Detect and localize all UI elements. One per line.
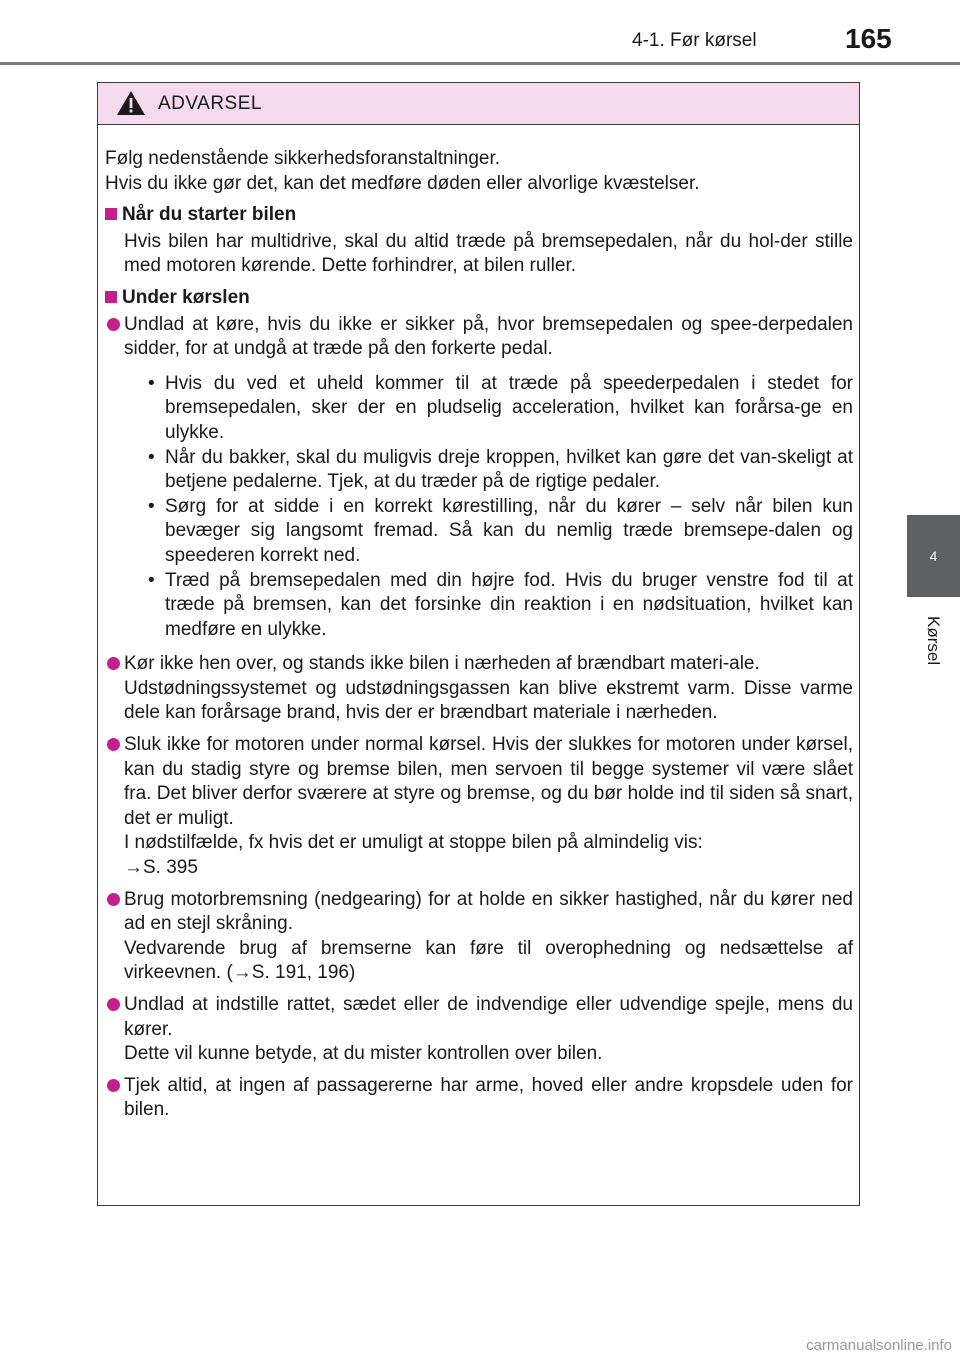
sub-item xyxy=(143,446,853,495)
section-title: 4-1. Før kørsel xyxy=(632,30,757,51)
watermark: carmanualsonline.info xyxy=(806,1337,952,1354)
sub-item xyxy=(143,569,853,643)
bullet-text: Dette vil kunne betyde, at du mister kontrollen over bilen. xyxy=(124,1043,603,1065)
round-bullet-icon xyxy=(105,652,124,726)
section-heading xyxy=(105,203,853,228)
bullet-item xyxy=(105,888,853,986)
sub-item xyxy=(143,495,853,569)
section-heading-text: Under kørslen xyxy=(122,286,250,308)
bullet-text: Undlad at indstille rattet, sædet eller de indvendige eller udvendige spejle, mens du kører. xyxy=(124,994,853,1040)
warning-triangle-icon xyxy=(116,90,146,116)
bullet-item xyxy=(105,1074,853,1123)
bullet-text: Kør ikke hen over, og stands ikke bilen i nærheden af brændbart materi-ale. xyxy=(124,653,760,675)
bullet-item xyxy=(105,652,853,726)
chapter-tab[interactable] xyxy=(907,515,960,597)
sub-bullet-icon: • xyxy=(148,495,155,517)
bullet-text: Udstødningssystemet og udstødningsgassen kan blive ekstremt varm. Disse varme dele kan forårsage brand, hvis der er brændbart materiale i nærheden. xyxy=(124,677,853,724)
intro-line: Hvis du ikke gør det, kan det medføre døden eller alvorlige kvæstelser. xyxy=(105,172,700,194)
round-bullet-icon xyxy=(105,993,124,1067)
section-heading-text: Når du starter bilen xyxy=(122,204,297,226)
header-rule xyxy=(0,62,960,65)
warning-box xyxy=(97,82,860,1206)
bullet-text: Brug motorbremsning (nedgearing) for at holde en sikker hastighed, når du kører ned ad en stejl skråning. xyxy=(124,888,853,935)
section-heading xyxy=(105,286,853,311)
bullet-text: Sluk ikke for motoren under normal kørsel. Hvis der slukkes for motoren under kørsel, kan du stadig styre og bremse bilen, men servoen til begge systemer vil være slået fra. Det bliver derfor sværere at styre og bremse, og du bør holde ind til siden så snart, det er muligt. xyxy=(124,734,853,829)
round-bullet-icon xyxy=(105,313,124,646)
sub-bullet-icon: • xyxy=(148,569,155,591)
bullet-text: Undlad at køre, hvis du ikke er sikker på, hvor bremsepedalen og spee-derpedalen sidder, for at undgå at træde på den forkerte pedal. xyxy=(124,313,853,360)
bullet-text: Tjek altid, at ingen af passagererne har arme, hoved eller andre kropsdele uden for bilen. xyxy=(124,1074,853,1121)
sub-list xyxy=(143,372,853,643)
round-bullet-icon xyxy=(105,888,124,986)
warning-title: ADVARSEL xyxy=(158,93,262,114)
square-bullet-icon xyxy=(105,208,117,220)
sub-item-text: Sørg for at sidde i en korrekt kørestilling, når du kører – selv når bilen kun bevæger sig langsomt fremad. Så kan du nemlig træde bremsepe-dalen og speederen korrekt ned. xyxy=(165,495,853,566)
round-bullet-icon xyxy=(105,733,124,881)
bullet-text: Vedvarende brug af bremserne kan føre til overophedning og nedsættelse af virkeevnen. (→S. 191, 196) xyxy=(124,937,853,984)
intro-line: Følg nedenstående sikkerhedsforanstaltninger. xyxy=(105,148,501,169)
warning-body xyxy=(98,125,859,1123)
bullet-item xyxy=(105,993,853,1067)
sub-item xyxy=(143,372,853,446)
section-text: Hvis bilen har multidrive, skal du altid træde på bremsepedalen, når du hol-der stille med motoren kørende. Dette forhindrer, at bilen ruller. xyxy=(124,230,853,277)
sub-bullet-icon: • xyxy=(148,446,155,468)
page-reference-link[interactable]: →S. 395 xyxy=(124,857,198,879)
sub-item-text: Træd på bremsepedalen med din højre fod. Hvis du bruger venstre fod til at træde på bremsen, kan det forsinke din reaktion i en nødsituation, hvilket kan medføre en ulykke. xyxy=(165,569,853,640)
bullet-text: I nødstilfælde, fx hvis det er umuligt at stoppe bilen på almindelig vis: xyxy=(124,832,703,854)
chapter-label: Kørsel xyxy=(924,616,943,666)
round-bullet-icon xyxy=(105,1074,124,1123)
page-number: 165 xyxy=(845,23,892,54)
square-bullet-icon xyxy=(105,291,117,303)
chapter-number: 4 xyxy=(929,548,938,564)
warning-header xyxy=(98,83,859,125)
sub-item-text: Hvis du ved et uheld kommer til at træde på speederpedalen i stedet for bremsepedalen, sker der en pludselig acceleration, hvilket kan forårsa-ge en ulykke. xyxy=(165,372,853,443)
bullet-item xyxy=(105,733,853,881)
intro-text xyxy=(105,147,853,196)
bullet-item xyxy=(105,313,853,646)
sub-item-text: Når du bakker, skal du muligvis dreje kroppen, hvilket kan gøre det van-skeligt at betjene pedalerne. Tjek, at du træder på de rigtige pedaler. xyxy=(165,446,853,493)
sub-bullet-icon: • xyxy=(148,372,155,394)
